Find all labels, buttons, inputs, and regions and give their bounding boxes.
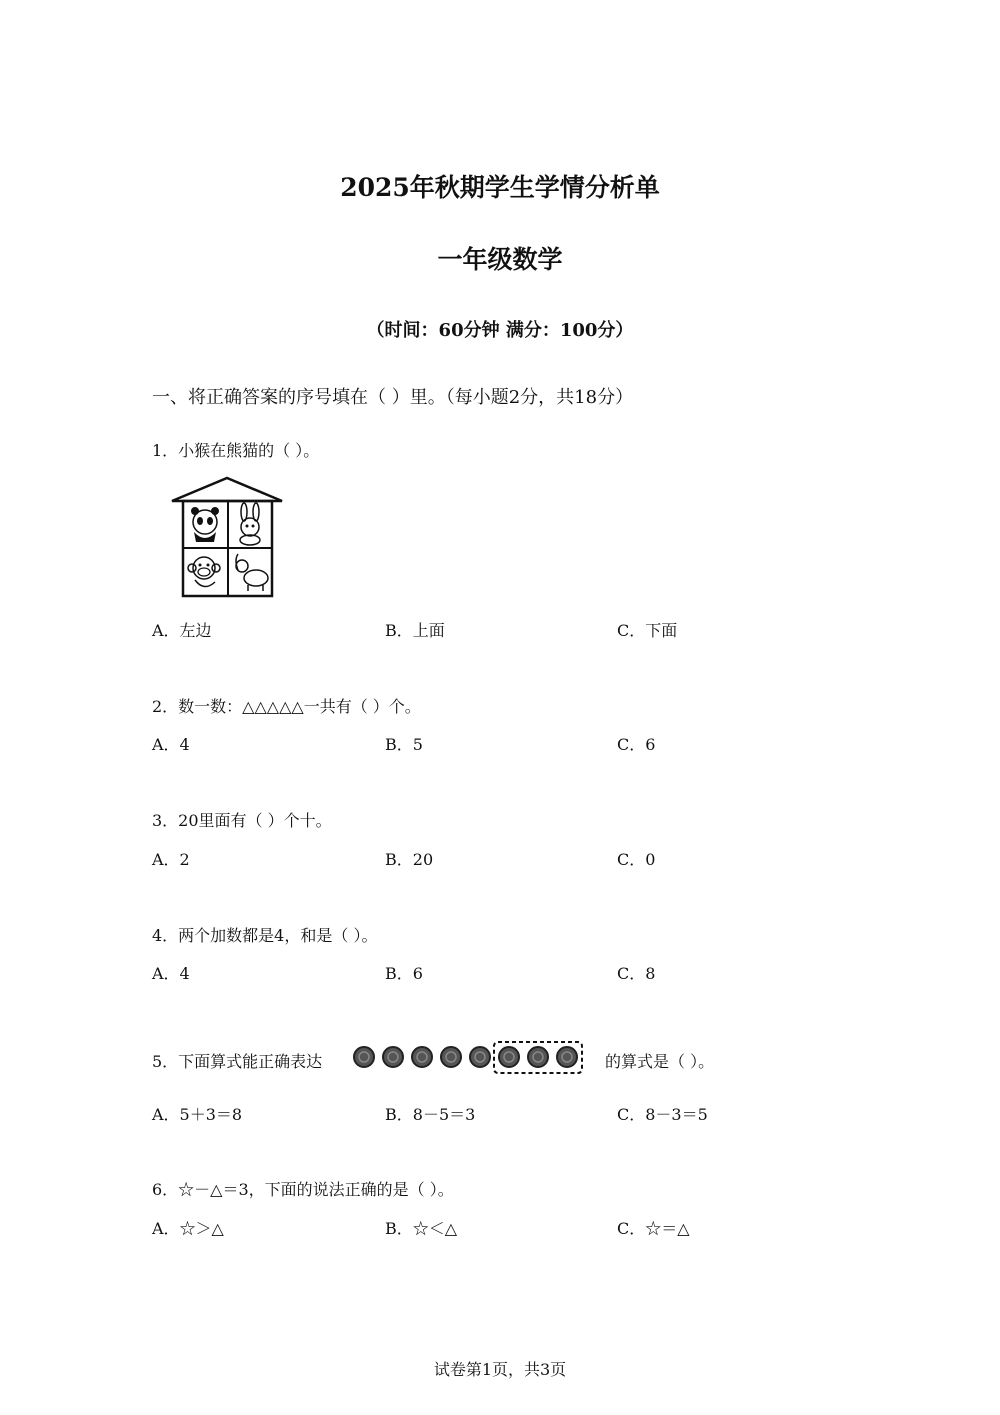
question-3-stem: 3．20里面有（ ）个十。 <box>152 811 332 830</box>
q2-option-b[interactable]: B．5 <box>385 735 423 754</box>
question-5-stem-start: 5．下面算式能正确表达 <box>152 1052 323 1071</box>
q3-option-b[interactable]: B．20 <box>385 850 434 869</box>
question-2-stem: 2．数一数：△△△△△一共有（ ）个。 <box>152 697 421 716</box>
q3-option-a[interactable]: A．2 <box>152 850 190 869</box>
q4-option-c[interactable]: C．8 <box>617 964 656 983</box>
q5-option-c[interactable]: C．8－3＝5 <box>617 1105 708 1124</box>
question-4-stem: 4．两个加数都是4，和是（ ）。 <box>152 926 378 945</box>
q6-option-c[interactable]: C．☆＝△ <box>617 1219 690 1238</box>
house-figure <box>168 474 286 600</box>
page-title: 2025年秋期学生学情分析单 <box>340 173 660 202</box>
elephant-icon <box>236 554 268 591</box>
section-heading: 一、将正确答案的序号填在（ ）里。（每小题2分，共18分） <box>152 387 634 408</box>
rabbit-icon <box>240 503 260 545</box>
monkey-icon <box>188 557 220 587</box>
question-6-stem: 6．☆－△＝3，下面的说法正确的是（ ）。 <box>152 1180 454 1199</box>
panda-icon <box>191 507 219 542</box>
q1-option-a[interactable]: A．左边 <box>152 621 212 640</box>
q6-option-a[interactable]: A．☆＞△ <box>152 1219 224 1238</box>
q1-option-b[interactable]: B．上面 <box>385 621 445 640</box>
q4-option-b[interactable]: B．6 <box>385 964 423 983</box>
q4-option-a[interactable]: A．4 <box>152 964 190 983</box>
dot-group-figure <box>350 1039 584 1077</box>
exam-meta: （时间：60分钟 满分：100分） <box>366 320 634 341</box>
q6-option-b[interactable]: B．☆＜△ <box>385 1219 458 1238</box>
page-subtitle: 一年级数学 <box>437 245 563 274</box>
question-5-stem-end: 的算式是（ ）。 <box>605 1052 715 1071</box>
q2-option-c[interactable]: C．6 <box>617 735 656 754</box>
q5-option-b[interactable]: B．8－5＝3 <box>385 1105 476 1124</box>
page-footer: 试卷第1页，共3页 <box>433 1360 567 1379</box>
q5-option-a[interactable]: A．5＋3＝8 <box>152 1105 243 1124</box>
question-1-stem: 1．小猴在熊猫的（ ）。 <box>152 441 320 460</box>
q1-option-c[interactable]: C．下面 <box>617 621 678 640</box>
q2-option-a[interactable]: A．4 <box>152 735 190 754</box>
q3-option-c[interactable]: C．0 <box>617 850 656 869</box>
